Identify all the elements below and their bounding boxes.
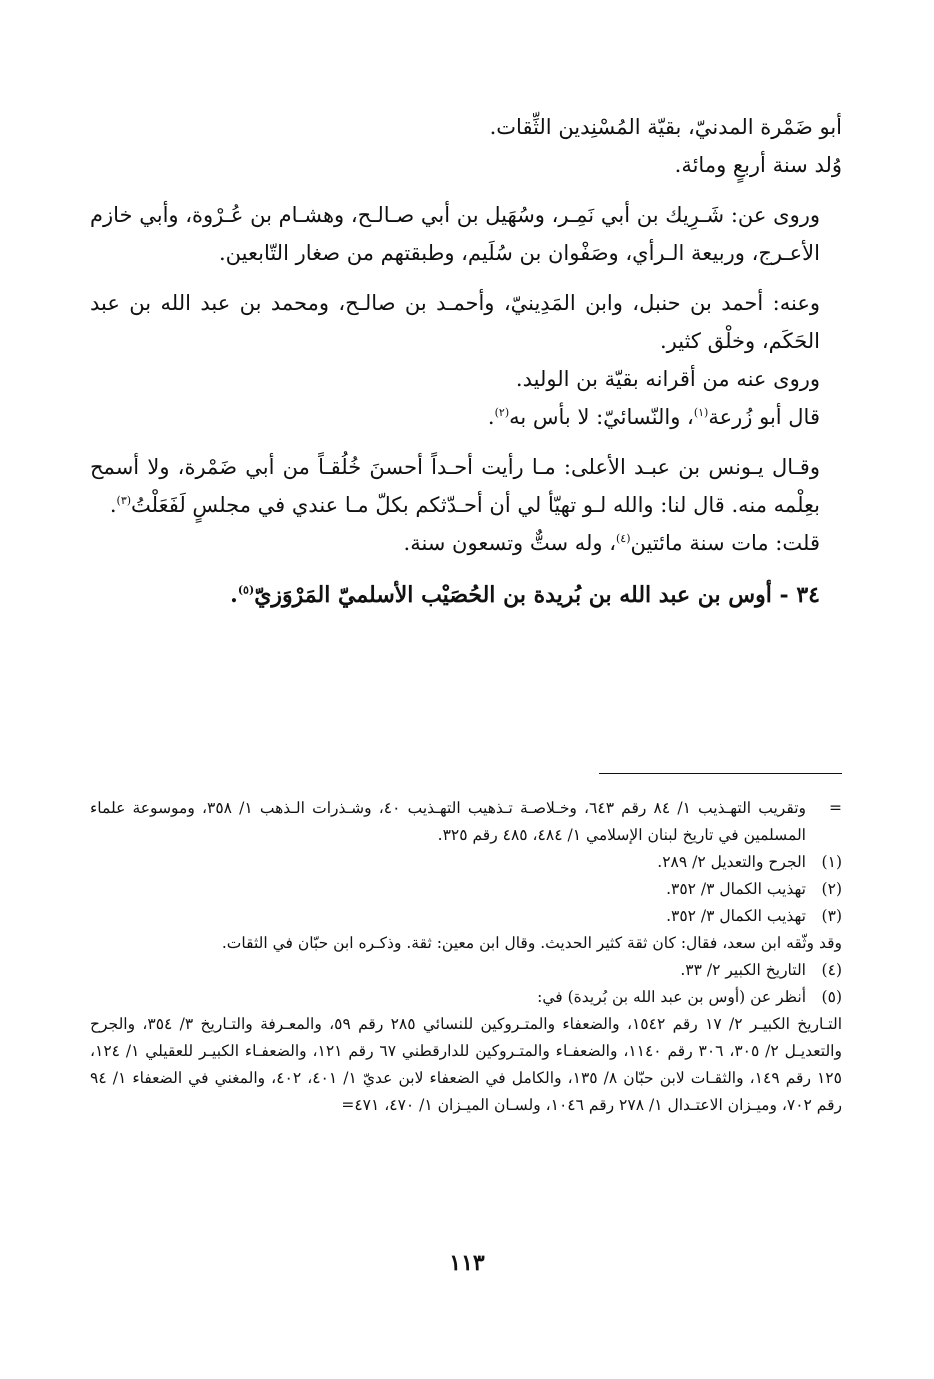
footnote-ref-5: (٥) bbox=[237, 583, 255, 597]
footnote-5-text: أنظر عن (أوس بن عبد الله بن بُريدة) في: bbox=[537, 988, 806, 1006]
paragraph-yunus bbox=[90, 448, 842, 524]
entry-heading-end: . bbox=[230, 582, 238, 608]
paragraph-narrated-from: وروى عن: شَـرِيك بن أبي نَمِـر، وسُهَيل بن أبي صـالـح، وهشـام بن عُـرْوة، وأبي خازم الأعـرج، وربيعة الـرأي، وصَفْوان بن سُلَيم، وطبقتهم من صغار التّابعين. bbox=[90, 203, 820, 265]
death-text-a: قلت: مات سنة مائتين bbox=[630, 531, 820, 555]
footnote-continued-text: وتقريب التهـذيب ١/ ٨٤ رقم ٦٤٣، وخـلاصـة تـذهيب التهـذيب ٤٠، وشـذرات الـذهب ١/ ٣٥٨، وموسوعة علماء المسلمين في تاريخ لبنان الإسلامي ١/ ٤٨٤، ٤٨٥ رقم ٣٢٥. bbox=[90, 799, 806, 844]
footnote-3 bbox=[90, 903, 842, 930]
entry-heading-text: ٣٤ - أوس بن عبد الله بن بُريدة بن الحُصَيْب الأسلميّ المَرْوَزيّ bbox=[254, 582, 820, 608]
footnote-2-mark: (٢) bbox=[821, 880, 842, 898]
footnote-ref-1: (١) bbox=[693, 406, 709, 419]
footnote-continued bbox=[90, 795, 842, 849]
death-text-b: ، وله ستٌّ وتسعون سنة. bbox=[403, 531, 616, 555]
footnote-3-extra: وقد وثّقه ابن سعد، فقال: كان ثقة كثير الحديث. وقال ابن معين: ثقة. وذكـره ابن حبّان في الثقات. bbox=[221, 934, 842, 952]
footnote-5-extra: التـاريخ الكبيـر ٢/ ١٧ رقم ١٥٤٢، والضعفاء والمتـروكين للنسائي ٢٨٥ رقم ٥٩، والمعـرفة والتـاريخ ٣/ ٣٥٤، والجرح والتعديـل ٢/ ٣٠٥، ٣٠٦ رقم ١١٤٠، والضعفـاء والمتـروكين للدارقطني ٦٧ رقم ١٢١، والضعفـاء الكبيـر للعقيلي ١/ ١٢٤، ١٢٥ رقم ١٤٩، والثقـات لابن حبّان ٨/ ١٣٥، والكامل في الضعفاء لابن عديّ ١/ ٤٠١، ٤٠٢، والمغني في الضعفاء ١/ ٩٤ رقم ٧٠٢، وميـزان الاعتـدال ١/ ٢٧٨ رقم ١٠٤٦، ولسـان الميـزان ١/ ٤٧٠، ٤٧١= bbox=[90, 1015, 843, 1114]
footnote-3-mark: (٣) bbox=[821, 907, 842, 925]
main-text bbox=[90, 108, 842, 614]
footnote-separator bbox=[599, 773, 842, 774]
paragraph-intro-line-2: وُلد سنة أربعٍ ومائة. bbox=[674, 153, 842, 177]
footnote-3-text: تهذيب الكمال ٣/ ٣٥٢. bbox=[666, 907, 806, 925]
abu-zura-text-c: . bbox=[487, 405, 495, 429]
paragraph-death bbox=[90, 524, 842, 562]
paragraph-abu-zura bbox=[90, 398, 842, 436]
yunus-text-b: . bbox=[109, 493, 117, 517]
page-number: ١١٣ bbox=[449, 1250, 485, 1276]
footnote-1-mark: (١) bbox=[821, 853, 842, 871]
paragraph-narrators-from-him: وعنه: أحمد بن حنبل، وابن المَدِينيّ، وأحمـد بن صالـح، ومحمد بن عبد الله بن عبد الحَكَم، وخلْق كثير. bbox=[90, 291, 820, 353]
footnote-continued-mark: = bbox=[829, 799, 842, 817]
abu-zura-text-a: قال أبو زُرعة bbox=[708, 405, 820, 429]
footnote-ref-4: (٤) bbox=[616, 532, 631, 545]
footnote-ref-3: (٣) bbox=[116, 494, 132, 507]
footnotes bbox=[90, 795, 842, 1119]
entry-heading bbox=[90, 576, 842, 614]
footnote-4 bbox=[90, 957, 842, 984]
footnote-ref-2: (٢) bbox=[494, 406, 510, 419]
yunus-text-a: وقـال يـونس بن عبـد الأعلى: مـا رأيت أحـداً أحسنَ خُلُقـاً من أبي ضَمْرة، ولا أسمح بعِلْمه منه. قال لنا: والله لـو تهيّأ لي أن أحـدّثكم بكلّ مـا عندي في مجلسٍ لَفَعَلْتُ bbox=[90, 455, 820, 517]
paragraph-intro-line-1: أبو ضَمْرة المدنيّ، بقيّة المُسْنِدين الثِّقات. bbox=[489, 115, 842, 139]
footnote-5 bbox=[90, 984, 842, 1011]
footnote-4-mark: (٤) bbox=[821, 961, 842, 979]
footnote-2-text: تهذيب الكمال ٣/ ٣٥٢. bbox=[666, 880, 806, 898]
footnote-4-text: التاريخ الكبير ٢/ ٣٣. bbox=[680, 961, 806, 979]
footnote-1-text: الجرح والتعديل ٢/ ٢٨٩. bbox=[657, 853, 806, 871]
abu-zura-text-b: ، والنّسائيّ: لا بأس به bbox=[509, 405, 694, 429]
footnote-1 bbox=[90, 849, 842, 876]
paragraph-peers: وروى عنه من أقرانه بقيّة بن الوليد. bbox=[515, 367, 820, 391]
footnote-2 bbox=[90, 876, 842, 903]
footnote-5-mark: (٥) bbox=[821, 988, 842, 1006]
